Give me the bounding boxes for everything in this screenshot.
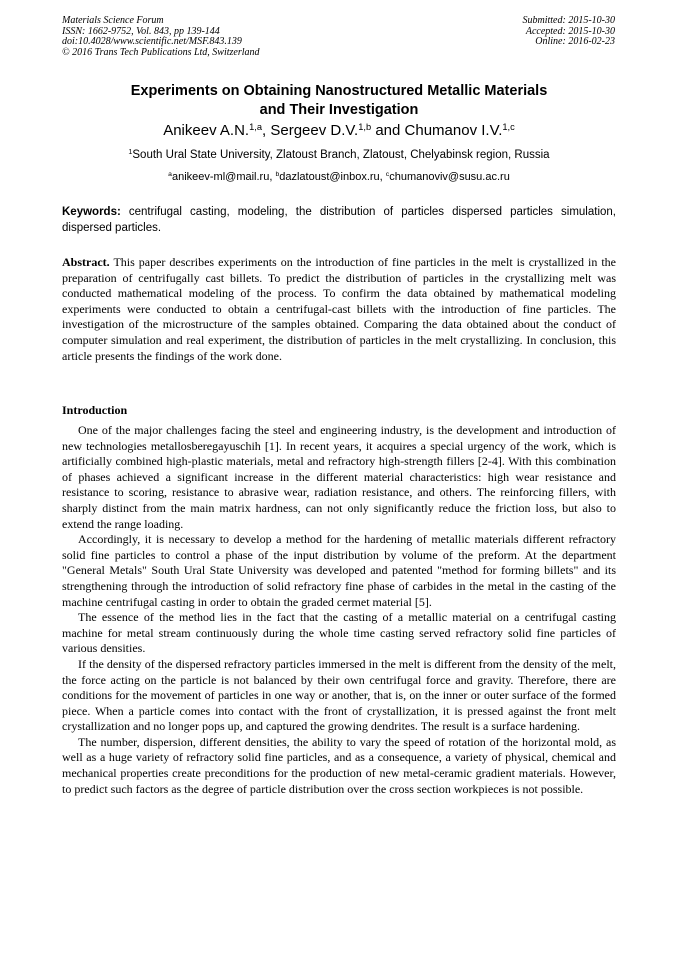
affiliation	[62, 148, 616, 164]
title-line-1: Experiments on Obtaining Nanostructured Metallic Materials	[130, 83, 548, 99]
abstract-text: This paper describes experiments on the introduction of fine particles in the melt is crystallized in the preparation of centrifugally cast billets. To predict the distribution of particles in the crystallizing melt was conducted mathematical modeling of the process. To confirm the data obtained by mathematical modeling experiments were conducted to obtain a centrifugal-cast billets with the introduction of fine particles. The investigation of the microstructure of the samples obtained. Comparing the data obtained about the conduct of computer simulation and real experiment, the distribution of particles in the melt crystallizing. In conclusion, this article presents the findings of the work done.	[62, 255, 616, 363]
affiliation-marker: 1	[128, 148, 133, 157]
affiliation-text: South Ural State University, Zlatoust Branch, Zlatoust, Chelyabinsk region, Russia	[132, 149, 550, 161]
keywords-section	[62, 205, 616, 236]
intro-paragraph: The number, dispersion, different densities, the ability to vary the speed of rotation of the horizontal mold, as well as a huge variety of refractory solid fine particles, and as a consequence, a variety of physical, chemical and mechanical properties create preconditions for the production of new metal-ceramic gradient materials. However, to predict such factors as the degree of particle distribution over the cross section workpieces is not possible.	[62, 734, 616, 796]
author-3-affil: 1,c	[502, 121, 515, 132]
abstract-section	[62, 255, 616, 364]
intro-paragraph: One of the major challenges facing the steel and engineering industry, is the development and introduction of new technologies metallosberegayuschih [1]. In recent years, it acquires a special urgency of the work, which is artificially combined high-plastic materials, metal and refractory high-strength fillers [2-4]. With this combination of phases achieved a significant increase in the different material characteristics: high wear resistance and resistance to scoring, resistance to abrasive wear, radiation resistance, and others. The reinforcing fillers, with sharply distinct from the main matrix hardness, can not only significantly reduce the friction loss, but also to extend the range loading.	[62, 423, 616, 531]
submitted-date: Submitted: 2015-10-30	[522, 15, 615, 26]
issn-line: ISSN: 1662-9752, Vol. 843, pp 139-144	[62, 25, 220, 37]
paper-title	[62, 82, 616, 120]
copyright-line: © 2016 Trans Tech Publications Ltd, Switzerland	[62, 46, 260, 58]
email-a[interactable]: anikeev-ml@mail.ru,	[171, 171, 276, 183]
abstract-label: Abstract.	[62, 255, 110, 269]
intro-paragraph: The essence of the method lies in the fact that the casting of a metallic material on a centrifugal casting machine for metal stream continuously during the whole time casting served refractory solid fine particles of various densities.	[62, 610, 616, 656]
introduction-body	[62, 423, 616, 797]
author-separator-1: ,	[262, 122, 271, 139]
email-b[interactable]: dazlatoust@inbox.ru,	[279, 171, 386, 183]
author-separator-2: and	[371, 122, 405, 139]
author-1-affil: 1,a	[249, 121, 263, 132]
email-c[interactable]: chumanoviv@susu.ac.ru	[389, 171, 510, 183]
online-date: Online: 2016-02-23	[535, 36, 615, 48]
author-list	[62, 122, 616, 141]
title-line-2: and Their Investigation	[259, 102, 419, 118]
doi-line[interactable]: doi:10.4028/www.scientific.net/MSF.843.139	[62, 36, 242, 48]
keywords-text: centrifugal casting, modeling, the distribution of particles dispersed particles simulation, dispersed particles.	[62, 206, 616, 234]
email-b-marker: b	[275, 171, 280, 179]
intro-paragraph: Accordingly, it is necessary to develop a method for the hardening of metallic materials different refractory solid fine particles to control a phase of the input distribution by volume of the preform. At the department "General Metals" South Ural State University was developed and patented "method for forming billets" and its strengthening through the introduction of solid refractory fine phase of carbides in the metal in the casting of the machine centrifugal casting in order to obtain the graded cermet material [5].	[62, 532, 616, 609]
journal-header	[62, 16, 260, 58]
dates-header	[523, 16, 616, 48]
author-2-affil: 1,b	[358, 121, 372, 132]
author-2-name: Sergeev D.V.	[270, 122, 359, 139]
keywords-label: Keywords:	[62, 206, 121, 218]
author-3-name: Chumanov I.V.	[404, 122, 503, 139]
introduction-heading: Introduction	[62, 403, 128, 417]
author-emails	[62, 170, 616, 186]
accepted-date: Accepted: 2015-10-30	[525, 25, 615, 37]
intro-paragraph: If the density of the dispersed refractory particles immersed in the melt is different from the density of the melt, the force acting on the particle is not balanced by their own centrifugal force and gravity. Therefore, there are conditions for the movement of particles in one way or another, that is, on the inner or outer surface of the formed piece. When a particle comes into contact with the front of crystallization, it is pressed against the front melt crystallization and no longer pops up, and captured the growing dendrites. The result is a surface hardening.	[62, 656, 616, 734]
email-c-marker: c	[385, 171, 390, 179]
journal-name: Materials Science Forum	[62, 15, 164, 26]
author-1-name: Anikeev A.N.	[163, 122, 250, 139]
email-a-marker: a	[168, 171, 172, 179]
